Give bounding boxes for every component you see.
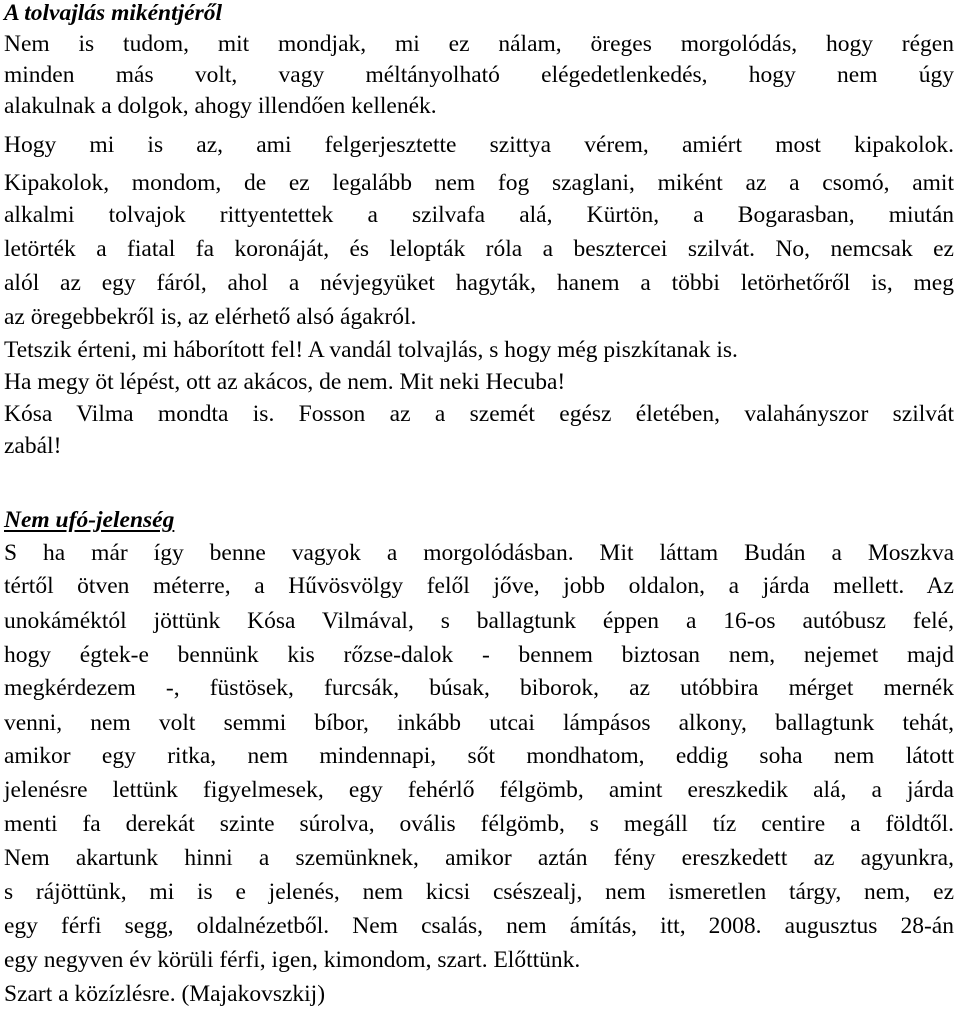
paragraph-line: Szart a közízlésre. (Majakovszkij) — [4, 981, 326, 1007]
paragraph-line: az öregebbekről is, az elérhető alsó ágakról. — [4, 304, 417, 330]
paragraph-line: Kipakolok, mondom, de ez legalább nem fog szaglani, miként az a csomó, amit — [4, 170, 954, 196]
paragraph-line: egy negyven év körüli férfi, igen, kimondom, szart. Előttünk. — [4, 947, 581, 973]
paragraph-line: s rájöttünk, mi is e jelenés, nem kicsi csészealj, nem ismeretlen tárgy, nem, ez — [4, 879, 954, 905]
paragraph-line: S ha már így benne vagyok a morgolódásban. Mit láttam Budán a Moszkva — [4, 540, 954, 566]
paragraph-line: venni, nem volt semmi bíbor, inkább utcai lámpásos alkony, ballagtunk tehát, — [4, 710, 954, 736]
paragraph-line: hogy égtek-e bennünk kis rőzse-dalok - bennem biztosan nem, nejemet majd — [4, 642, 954, 668]
paragraph-line: zabál! — [4, 433, 62, 459]
paragraph-line: minden más volt, vagy méltányolható elégedetlenkedés, hogy nem úgy — [4, 62, 954, 88]
paragraph-line: Tetszik érteni, mi háborított fel! A vandál tolvajlás, s hogy még piszkítanak is. — [4, 337, 738, 363]
paragraph-line: tértől ötven méterre, a Hűvösvölgy felől jőve, jobb oldalon, a járda mellett. Az — [4, 573, 954, 599]
paragraph-line: jelenésre lettünk figyelmesek, egy fehérlő félgömb, amint ereszkedik alá, a járda — [4, 777, 954, 803]
paragraph-line: alkalmi tolvajok rittyentettek a szilvafa alá, Kürtön, a Bogarasban, miután — [4, 202, 954, 228]
section-title: Nem ufó-jelenség — [4, 507, 175, 533]
paragraph-line: egy férfi segg, oldalnézetből. Nem csalás, nem ámítás, itt, 2008. augusztus 28-án — [4, 913, 954, 939]
paragraph-line: letörték a fiatal fa koronáját, és lelopták róla a besztercei szilvát. No, nemcsak ez — [4, 236, 954, 262]
paragraph-line: Hogy mi is az, ami felgerjesztette szittya vérem, amiért most kipakolok. — [4, 132, 954, 158]
paragraph-line: alól az egy fáról, ahol a névjegyüket hagyták, hanem a többi letörhetőről is, meg — [4, 270, 954, 296]
paragraph-line: alakulnak a dolgok, ahogy illendően kellenék. — [4, 93, 437, 119]
paragraph-line: menti fa derekát szinte súrolva, ovális félgömb, s megáll tíz centire a földtől. — [4, 811, 954, 837]
paragraph-line: megkérdezem -, füstösek, furcsák, búsak, biborok, az utóbbira mérget mernék — [4, 675, 954, 701]
paragraph-line: unokáméktól jöttünk Kósa Vilmával, s ballagtunk éppen a 16-os autóbusz felé, — [4, 608, 954, 634]
paragraph-line: Nem akartunk hinni a szemünknek, amikor aztán fény ereszkedett az agyunkra, — [4, 845, 954, 871]
paragraph-line: amikor egy ritka, nem mindennapi, sőt mondhatom, eddig soha nem látott — [4, 743, 954, 769]
paragraph-line: Nem is tudom, mit mondjak, mi ez nálam, öreges morgolódás, hogy régen — [4, 31, 954, 57]
paragraph-line: Ha megy öt lépést, ott az akácos, de nem. Mit neki Hecuba! — [4, 369, 566, 395]
paragraph-line: Kósa Vilma mondta is. Fosson az a szemét egész életében, valahányszor szilvát — [4, 401, 954, 427]
section-title: A tolvajlás mikéntjéről — [4, 0, 223, 26]
